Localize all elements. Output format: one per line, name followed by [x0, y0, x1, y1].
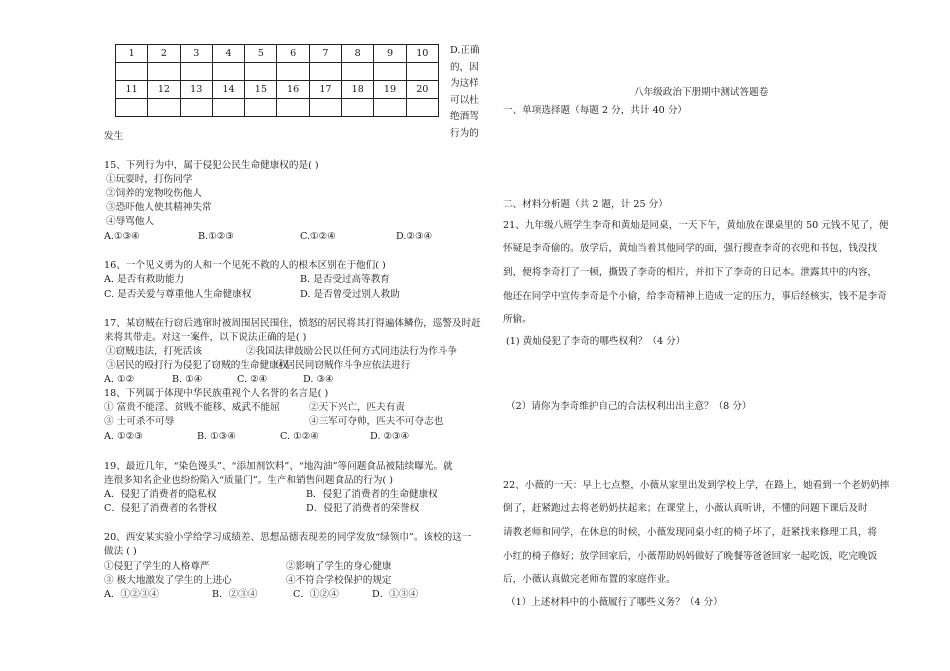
- q19-stem-line-1: 19、最近几年，“染色馒头”、“添加剂饮料”、“地沟油”等问题食品被陆续曝光。就: [104, 461, 453, 472]
- grid-cell: 5: [245, 45, 277, 63]
- q18-item-2: ②天下兴亡，匹夫有责: [309, 402, 405, 413]
- q22-subquestion-1: （1）上述材料中的小薇履行了哪些义务？（4 分）: [506, 597, 723, 608]
- q15-item-2: ②饲养的宠物咬伤他人: [106, 188, 202, 199]
- q22-line-4: 小红的椅子修好；放学回家后，小薇帮助妈妈做好了晚餐等爸爸回家一起吃饭，吃完晚饭: [503, 551, 878, 562]
- grid-cell: 15: [245, 81, 277, 99]
- grid-cell: 8: [342, 45, 374, 63]
- answer-grid-row-2: [116, 81, 439, 99]
- q20-item-4: ④不符合学校保护的规定: [286, 575, 392, 586]
- grid-cell: 4: [212, 45, 244, 63]
- q18-option-b: B. ①③④: [197, 431, 236, 442]
- grid-cell: 13: [180, 81, 212, 99]
- grid-cell: 2: [148, 45, 180, 63]
- q22-line-1: 22、小薇的一天：早上七点整，小薇从家里出发到学校上学，在路上，她看到一个老奶奶摔: [503, 480, 890, 491]
- q21-line-5: 所偷。: [503, 314, 532, 325]
- q17-item-3: ③居民的殴打行为侵犯了窃贼的生命健康权: [106, 360, 289, 371]
- q20-stem-line-2: 做法 ( ): [104, 546, 137, 557]
- q17-item-1: ①窃贼违法，打死活该: [106, 346, 202, 357]
- q19-option-d: D．侵犯了消费者的荣誉权: [306, 503, 420, 514]
- q21-subquestion-1: (1) 黄灿侵犯了李奇的哪些权利？（4 分）: [506, 336, 686, 347]
- q17-item-2: ②我国法律鼓励公民以任何方式同违法行为作斗争: [246, 346, 458, 357]
- q15-item-1: ①玩耍时，打伤同学: [106, 174, 193, 185]
- grid-cell: 16: [277, 81, 309, 99]
- q18-option-d: D. ②③④: [370, 431, 410, 442]
- q19-option-c: C．侵犯了消费者的名誉权: [104, 503, 217, 514]
- q15-option-a: A.①③④: [104, 231, 140, 242]
- q17-stem-line-2: 来将其带走。对这一案件，以下说法正确的是( ): [104, 332, 307, 343]
- carryover-end: 发生: [104, 131, 124, 142]
- section-2-heading: 二、材料分析题（共 2 题，计 25 分）: [503, 199, 668, 210]
- q21-line-2: 怀疑是李奇偷的。放学后，黄灿当着其他同学的面，强行搜查李奇的衣兜和书包，钱没找: [503, 243, 878, 254]
- q22-line-2: 倒了，赶紧跑过去将老奶奶扶起来；在课堂上，小薇认真听讲，不懂的问题下课后及时: [503, 503, 868, 514]
- section-1-heading: 一、单项选择题（每题 2 分，共计 40 分）: [503, 105, 688, 116]
- q17-option-d: D. ③④: [303, 374, 334, 385]
- q19-stem-line-2: 连很多知名企业也纷纷陷入“质量门”。生产和销售问题食品的行为( ): [104, 475, 393, 486]
- q20-option-c: C．①②④: [293, 589, 339, 600]
- q15-option-b: B.①②③: [198, 231, 234, 242]
- q20-item-2: ②影响了学生的身心健康: [286, 561, 392, 572]
- q15-option-c: C.①②④: [300, 231, 336, 242]
- q21-line-4: 他还在同学中宣传李奇是个小偷，给李奇精神上造成一定的压力，事后经核实，钱不是李奇: [503, 291, 887, 302]
- q21-line-3: 到，便将李奇打了一顿，撕毁了李奇的相片，并扣下了李奇的日记本。泄露其中的内容，: [503, 267, 878, 278]
- grid-cell: 12: [148, 81, 180, 99]
- grid-cell: 11: [116, 81, 148, 99]
- q20-item-1: ①侵犯了学生的人格尊严: [104, 561, 210, 572]
- answer-grid-row-1: [116, 45, 439, 63]
- grid-cell: 18: [342, 81, 374, 99]
- q16-option-d: D. 是否曾受过别人救助: [300, 289, 400, 300]
- q15-item-4: ④辱骂他人: [106, 216, 154, 227]
- grid-cell: 6: [277, 45, 309, 63]
- grid-cell: 7: [309, 45, 341, 63]
- q18-item-1: ① 富贵不能淫、贫贱不能移、威武不能屈: [104, 402, 280, 413]
- q21-line-1: 21、九年级八班学生李奇和黄灿是同桌，一天下午，黄灿放在课桌里的 50 元钱不见了，便: [503, 220, 889, 231]
- q19-option-a: A．侵犯了消费者的隐私权: [104, 489, 217, 500]
- grid-cell: 9: [374, 45, 406, 63]
- q21-subquestion-2: （2）请你为李奇维护自己的合法权利出出主意？（8 分）: [506, 401, 752, 412]
- q19-option-b: B．侵犯了消费者的生命健康权: [306, 489, 438, 500]
- q17-option-b: B. ①④: [172, 374, 203, 385]
- q18-option-c: C. ①②④: [280, 431, 319, 442]
- q16-option-b: B. 是否受过高等教育: [300, 274, 390, 285]
- grid-cell: 20: [406, 81, 438, 99]
- answer-grid: [115, 44, 439, 117]
- q20-stem-line-1: 20、西安某实验小学给学习成绩差、思想品德表现差的同学发放“绿领巾”。该校的这一: [104, 532, 472, 543]
- q22-line-5: 后，小薇认真做完老师布置的家庭作业。: [503, 574, 676, 585]
- grid-cell: 1: [116, 45, 148, 63]
- grid-cell: 10: [406, 45, 438, 63]
- q20-item-3: ③ 极大地激发了学生的上进心: [104, 575, 232, 586]
- grid-cell: 14: [212, 81, 244, 99]
- q16-option-a: A. 是否有救助能力: [104, 274, 185, 285]
- q20-option-b: B．②③④: [212, 589, 258, 600]
- answer-sheet-title: 八年级政治下册期中测试答题卷: [634, 87, 769, 98]
- q17-stem-line-1: 17、某窃贼在行窃后逃窜时被周围居民围住，愤怒的居民将其打得遍体鳞伤，巡警及时赶: [104, 318, 481, 329]
- q20-option-a: A．①②③④: [104, 589, 159, 600]
- q18-item-4: ④三军可夺帅，匹夫不可夺志也: [309, 416, 444, 427]
- answer-grid-blank-row: [116, 63, 439, 81]
- q16-stem: 16、一个见义勇为的人和一个见死不救的人的根本区别在于他们( ): [104, 260, 386, 271]
- q17-item-4: ④居民同窃贼作斗争应依法进行: [276, 360, 411, 371]
- q22-line-3: 请教老师和同学，在休息的时候，小薇发现同桌小红的椅子坏了，赶紧找来修理工具，将: [503, 527, 878, 538]
- q20-option-d: D．①③④: [372, 589, 419, 600]
- q17-option-a: A. ①②: [104, 374, 135, 385]
- q15-stem: 15、下列行为中，属于侵犯公民生命健康权的是( ): [104, 160, 319, 171]
- grid-cell: 17: [309, 81, 341, 99]
- grid-cell: 3: [180, 45, 212, 63]
- grid-cell: 19: [374, 81, 406, 99]
- q18-item-3: ③ 士可杀不可辱: [104, 416, 175, 427]
- q18-option-a: A. ①②③: [104, 431, 143, 442]
- q15-item-3: ③恐吓他人使其精神失常: [106, 202, 212, 213]
- carryover-option-d: D.正确的，因为这样可以杜绝酒驾行为的: [450, 45, 480, 139]
- answer-grid-blank-row: [116, 99, 439, 117]
- q16-option-c: C. 是否关爱与尊重他人生命健康权: [104, 289, 252, 300]
- q15-option-d: D.②③④: [396, 231, 433, 242]
- q18-stem: 18、下列属于体现中华民族重视个人名誉的名言是( ): [104, 388, 329, 399]
- q17-option-c: C. ②④: [237, 374, 268, 385]
